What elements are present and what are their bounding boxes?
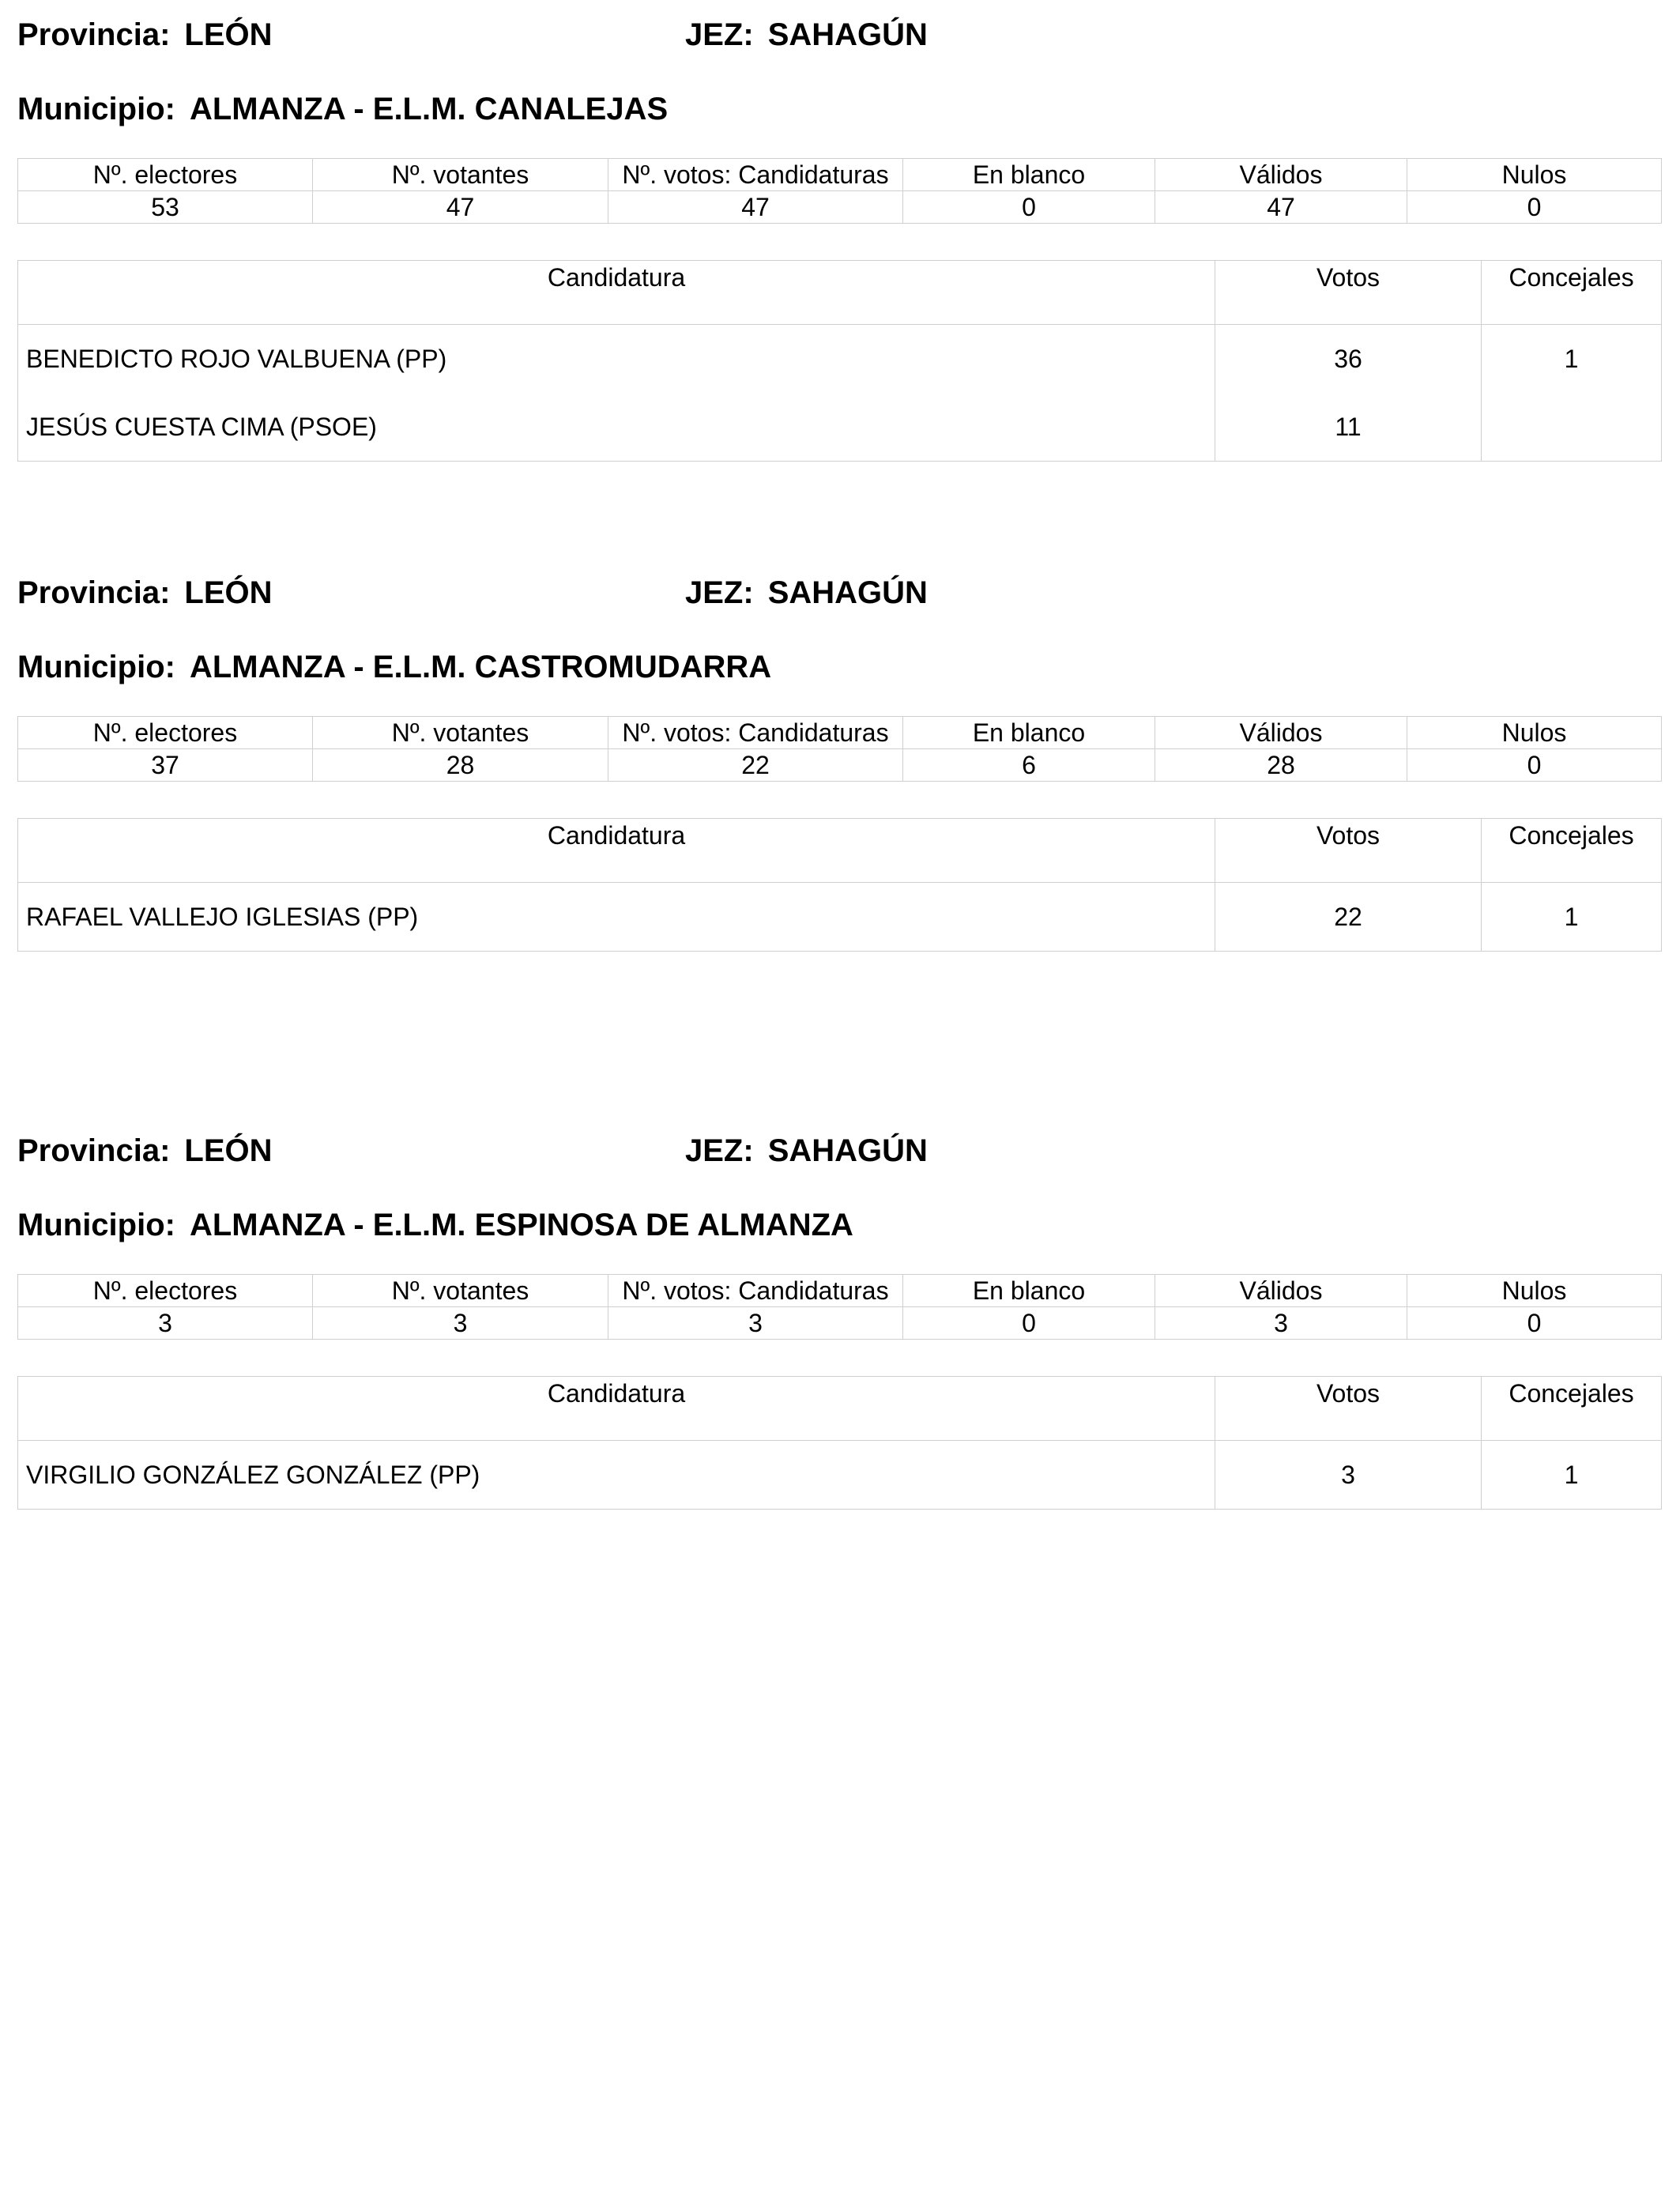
header-nulos: Nulos	[1407, 159, 1662, 191]
summary-header-row	[18, 159, 1662, 191]
value-electores: 37	[18, 749, 313, 782]
value-votantes: 28	[313, 749, 608, 782]
provincia-value: LEÓN	[184, 575, 273, 610]
header-votos-candidaturas: Nº. votos: Candidaturas	[608, 159, 903, 191]
header-concejales: Concejales	[1482, 819, 1662, 883]
header-validos: Válidos	[1155, 159, 1407, 191]
value-en-blanco: 0	[903, 1307, 1155, 1340]
value-electores: 53	[18, 191, 313, 224]
candidate-concejales: 1	[1482, 325, 1662, 394]
summary-table	[17, 716, 1662, 782]
jez-line: JEZ: SAHAGÚN	[685, 575, 928, 610]
candidate-votos: 22	[1215, 883, 1482, 952]
jez-value: SAHAGÚN	[767, 575, 928, 610]
header-candidatura: Candidatura	[18, 819, 1215, 883]
header-votos: Votos	[1215, 819, 1482, 883]
candidates-table	[17, 260, 1662, 462]
value-validos: 28	[1155, 749, 1407, 782]
summary-table	[17, 1274, 1662, 1340]
header-electores: Nº. electores	[18, 717, 313, 749]
jez-line: JEZ: SAHAGÚN	[685, 1133, 928, 1168]
value-validos: 3	[1155, 1307, 1407, 1340]
value-votantes: 47	[313, 191, 608, 224]
candidate-votos: 3	[1215, 1441, 1482, 1510]
value-votos-candidaturas: 3	[608, 1307, 903, 1340]
municipio-line: Municipio: ALMANZA - E.L.M. CANALEJAS	[17, 92, 669, 126]
header-concejales: Concejales	[1482, 1377, 1662, 1441]
candidate-row	[18, 393, 1662, 462]
summary-value-row	[18, 1307, 1662, 1340]
candidate-concejales	[1482, 393, 1662, 462]
jez-value: SAHAGÚN	[767, 17, 928, 52]
summary-header-row	[18, 1275, 1662, 1307]
value-votos-candidaturas: 22	[608, 749, 903, 782]
header-candidatura: Candidatura	[18, 1377, 1215, 1441]
candidate-name: RAFAEL VALLEJO IGLESIAS (PP)	[18, 883, 1215, 952]
provincia-line: Provincia: LEÓN	[17, 575, 273, 610]
jez-line: JEZ: SAHAGÚN	[685, 17, 928, 52]
header-votos-candidaturas: Nº. votos: Candidaturas	[608, 717, 903, 749]
municipio-line: Municipio: ALMANZA - E.L.M. ESPINOSA DE ALMANZA	[17, 1208, 853, 1242]
provincia-line: Provincia: LEÓN	[17, 17, 273, 52]
header-en-blanco: En blanco	[903, 1275, 1155, 1307]
header-votos: Votos	[1215, 261, 1482, 325]
value-en-blanco: 6	[903, 749, 1155, 782]
header-electores: Nº. electores	[18, 1275, 313, 1307]
candidates-header-row	[18, 261, 1662, 325]
candidate-name: VIRGILIO GONZÁLEZ GONZÁLEZ (PP)	[18, 1441, 1215, 1510]
candidates-header-row	[18, 1377, 1662, 1441]
candidate-name: JESÚS CUESTA CIMA (PSOE)	[18, 393, 1215, 462]
value-en-blanco: 0	[903, 191, 1155, 224]
header-nulos: Nulos	[1407, 1275, 1662, 1307]
candidates-table	[17, 1376, 1662, 1510]
municipio-value: ALMANZA - E.L.M. ESPINOSA DE ALMANZA	[189, 1208, 853, 1242]
municipio-value: ALMANZA - E.L.M. CANALEJAS	[189, 92, 669, 126]
value-votos-candidaturas: 47	[608, 191, 903, 224]
provincia-value: LEÓN	[184, 1133, 273, 1168]
header-validos: Válidos	[1155, 1275, 1407, 1307]
candidates-header-row	[18, 819, 1662, 883]
header-en-blanco: En blanco	[903, 717, 1155, 749]
candidate-row	[18, 1441, 1662, 1510]
header-concejales: Concejales	[1482, 261, 1662, 325]
value-votantes: 3	[313, 1307, 608, 1340]
candidate-concejales: 1	[1482, 1441, 1662, 1510]
candidate-row	[18, 325, 1662, 394]
candidate-votos: 36	[1215, 325, 1482, 394]
candidate-votos: 11	[1215, 393, 1482, 462]
candidate-row	[18, 883, 1662, 952]
header-candidatura: Candidatura	[18, 261, 1215, 325]
summary-table	[17, 158, 1662, 224]
candidate-concejales: 1	[1482, 883, 1662, 952]
jez-value: SAHAGÚN	[767, 1133, 928, 1168]
value-nulos: 0	[1407, 749, 1662, 782]
header-electores: Nº. electores	[18, 159, 313, 191]
provincia-line: Provincia: LEÓN	[17, 1133, 273, 1168]
value-electores: 3	[18, 1307, 313, 1340]
header-en-blanco: En blanco	[903, 159, 1155, 191]
candidate-name: BENEDICTO ROJO VALBUENA (PP)	[18, 325, 1215, 394]
header-votantes: Nº. votantes	[313, 159, 608, 191]
candidates-table	[17, 818, 1662, 952]
provincia-value: LEÓN	[184, 17, 273, 52]
value-validos: 47	[1155, 191, 1407, 224]
header-votantes: Nº. votantes	[313, 717, 608, 749]
summary-value-row	[18, 749, 1662, 782]
header-nulos: Nulos	[1407, 717, 1662, 749]
summary-value-row	[18, 191, 1662, 224]
header-votos-candidaturas: Nº. votos: Candidaturas	[608, 1275, 903, 1307]
header-votos: Votos	[1215, 1377, 1482, 1441]
summary-header-row	[18, 717, 1662, 749]
municipio-line: Municipio: ALMANZA - E.L.M. CASTROMUDARRA	[17, 650, 772, 684]
value-nulos: 0	[1407, 191, 1662, 224]
municipio-value: ALMANZA - E.L.M. CASTROMUDARRA	[189, 650, 772, 684]
header-votantes: Nº. votantes	[313, 1275, 608, 1307]
value-nulos: 0	[1407, 1307, 1662, 1340]
header-validos: Válidos	[1155, 717, 1407, 749]
